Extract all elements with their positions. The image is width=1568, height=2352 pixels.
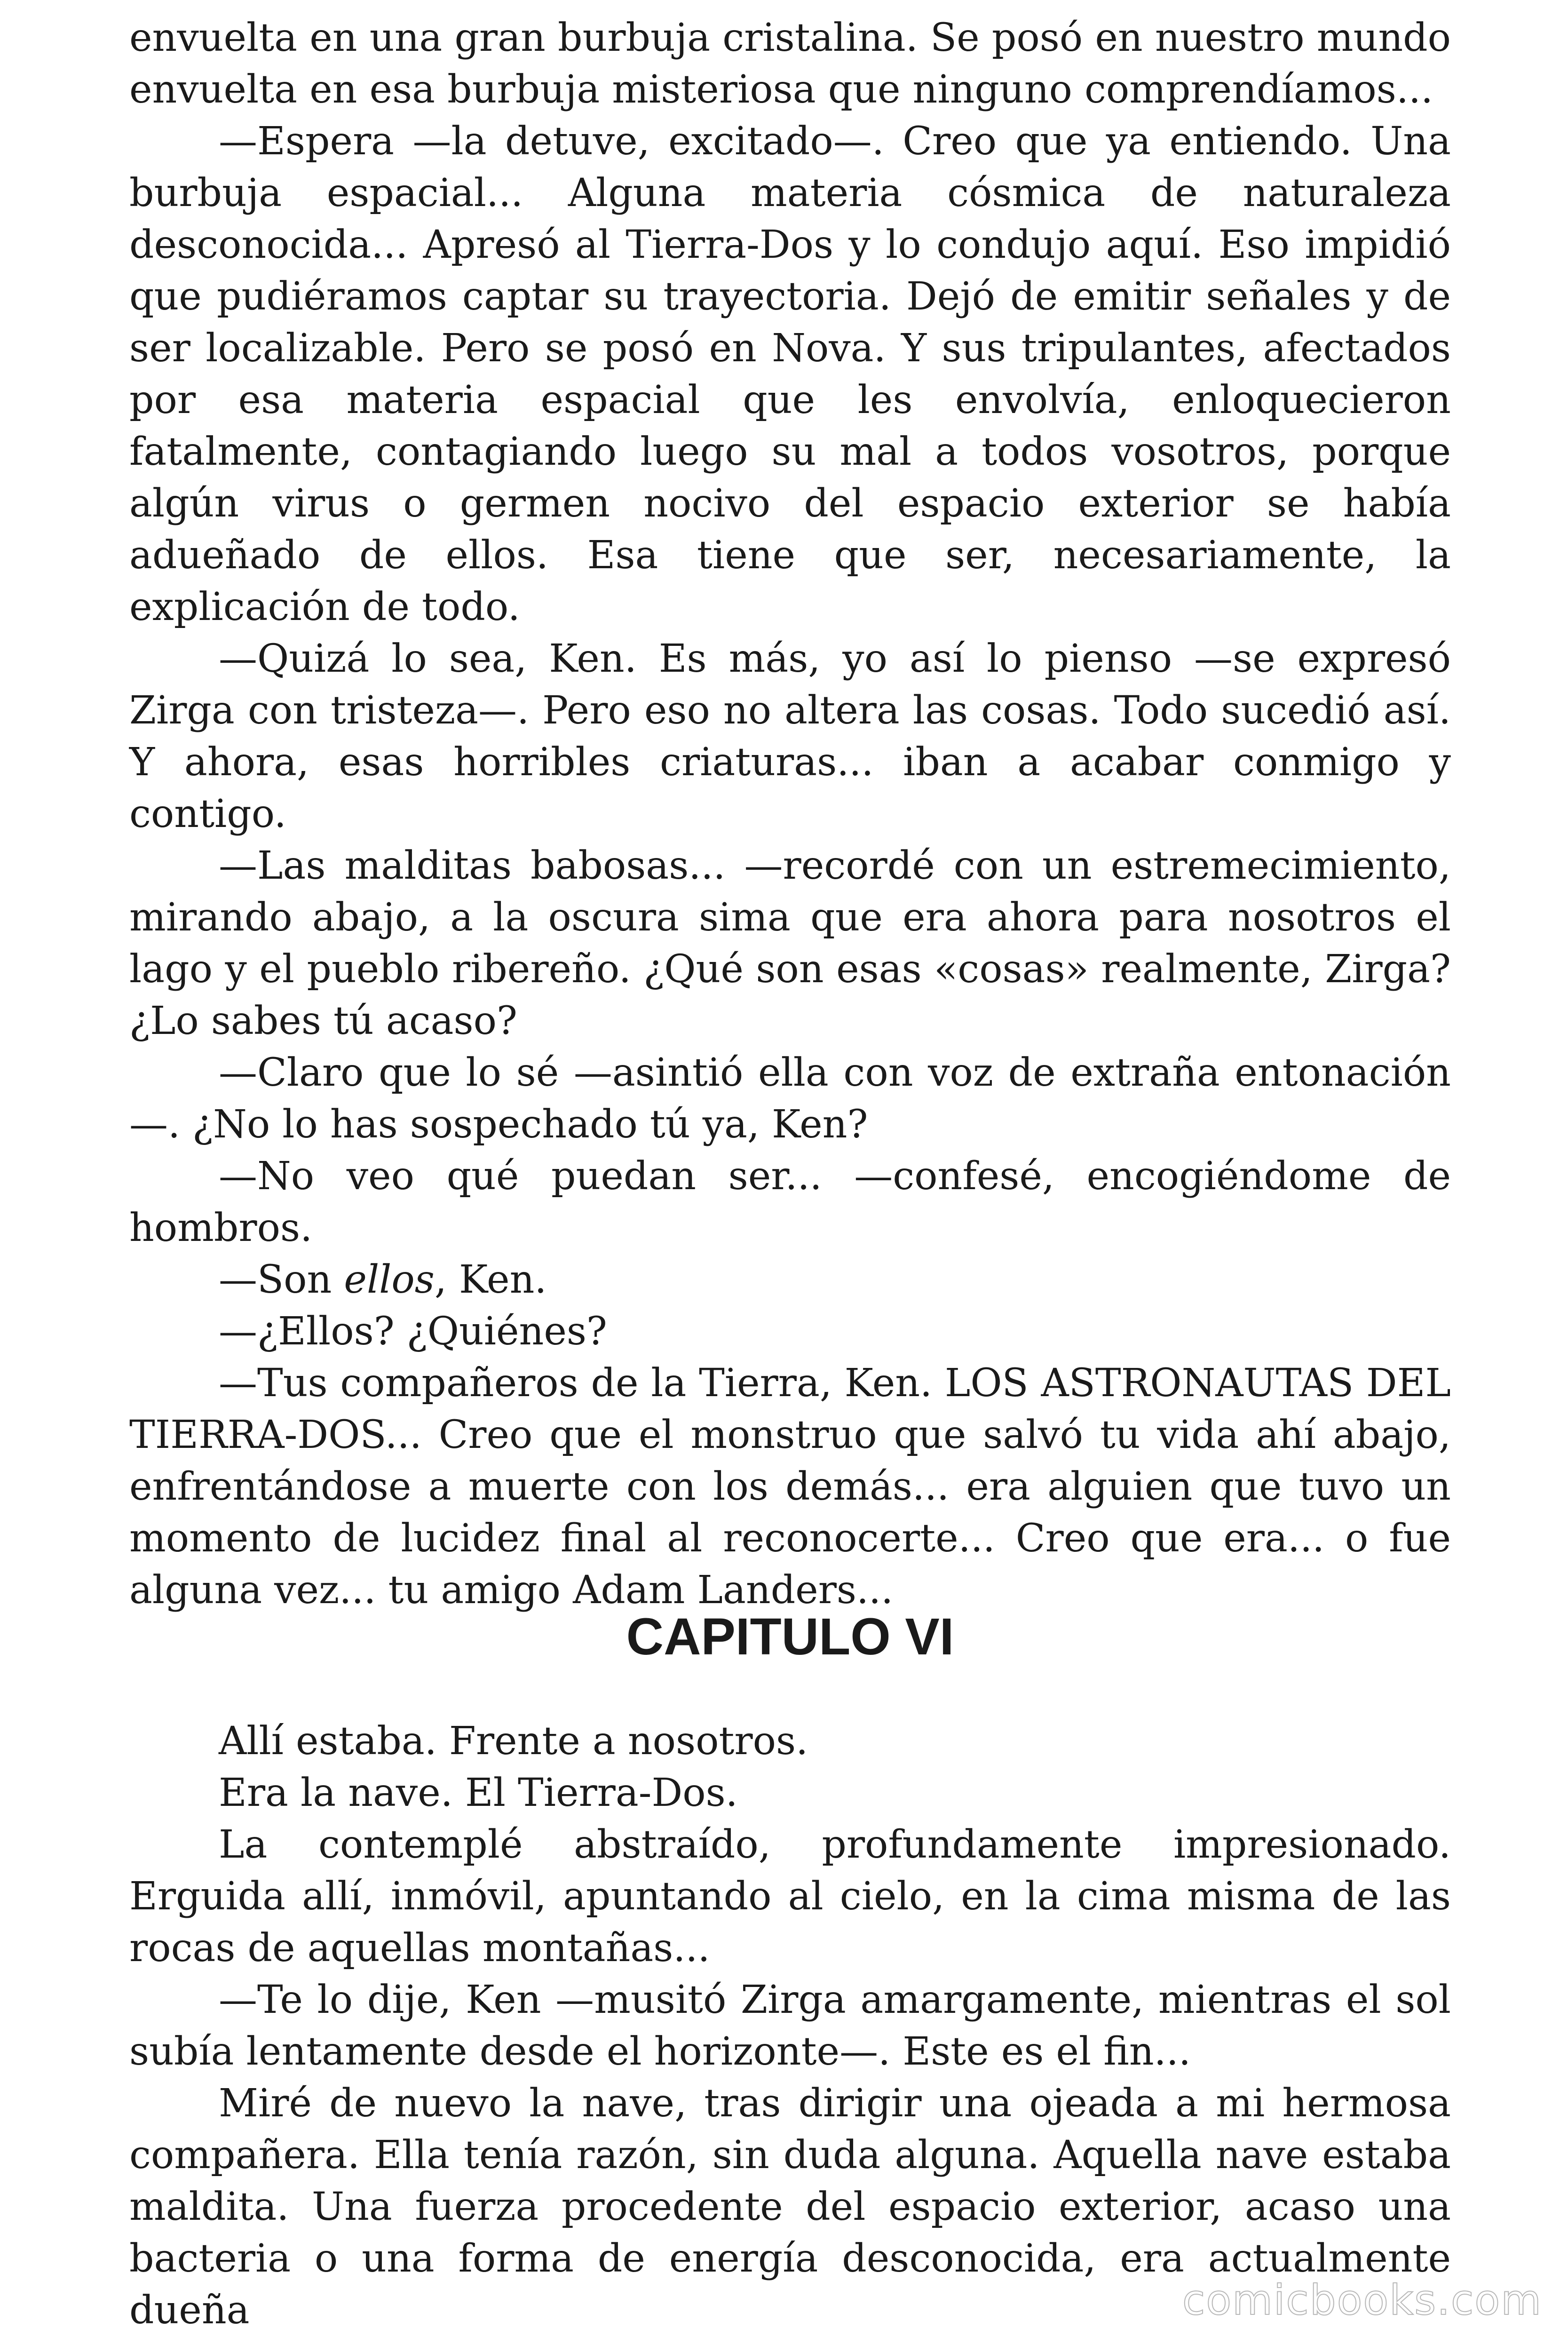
paragraph: Miré de nuevo la nave, tras dirigir una ojeada a mi hermosa compañera. Ella tenía razón, sin duda alguna. Aquella nave estaba maldita. Una fuerza procedente del espacio exterior, acaso una bacteria o una forma de energía desconocida, era actualmente dueña [129,2081,1451,2333]
paragraph: La contemplé abstraído, profundamente impresionado. Erguida allí, inmóvil, apuntando al cielo, en la cima misma de las rocas de aquellas montañas... [129,1822,1451,1971]
paragraph-text: —Son [219,1257,344,1302]
paragraph: Era la nave. El Tierra-Dos. [219,1771,738,1815]
paragraph-text: , Ken. [434,1257,547,1302]
text-block-after-chapter [129,1716,1451,2336]
chapter-heading: CAPITULO VI [626,1608,954,1666]
paragraph: —Claro que lo sé —asintió ella con voz de extraña entonación —. ¿No lo has sospechado tú ya, Ken? [129,1050,1451,1147]
paragraph: —Quizá lo sea, Ken. Es más, yo así lo pienso —se expresó Zirga con tristeza—. Pero eso no altera las cosas. Todo sucedió así. Y ahora, esas horribles criaturas... iban a acabar conmigo y contigo. [129,636,1451,836]
paragraph: —No veo qué puedan ser... —confesé, encogiéndome de hombros. [129,1154,1451,1250]
paragraph: —Espera —la detuve, excitado—. Creo que ya entiendo. Una burbuja espacial... Alguna materia cósmica de naturaleza desconocida... Apresó al Tierra-Dos y lo condujo aquí. Eso impidió que pudiéramos captar su trayectoria. Dejó de emitir señales y de ser localizable. Pero se posó en Nova. Y sus tripulantes, afectados por esa materia espacial que les envolvía, enloquecieron fatalmente, contagiando luego su mal a todos vosotros, porque algún virus o germen nocivo del espacio exterior se había adueñado de ellos. Esa tiene que ser, necesariamente, la explicación de todo. [129,119,1451,629]
paragraph: envuelta en una gran burbuja cristalina. Se posó en nuestro mundo envuelta en esa burbuja misteriosa que ninguno comprendíamos... [129,16,1451,112]
paragraph: —Te lo dije, Ken —musitó Zirga amargamente, mientras el sol subía lentamente desde el horizonte—. Este es el fin... [129,1978,1451,2074]
emphasis-text: ellos [344,1257,435,1302]
watermark: comicbooks.com [1182,2276,1542,2324]
paragraph: —Las malditas babosas... —recordé con un estremecimiento, mirando abajo, a la oscura sima que era ahora para nosotros el lago y el pueblo ribereño. ¿Qué son esas «cosas» realmente, Zirga? ¿Lo sabes tú acaso? [129,843,1451,1043]
paragraph: —Tus compañeros de la Tierra, Ken. LOS ASTRONAUTAS DEL TIERRA-DOS... Creo que el monstruo que salvó tu vida ahí abajo, enfrentándose a muerte con los demás... era alguien que tuvo un momento de lucidez final al reconocerte... Creo que era... o fue alguna vez... tu amigo Adam Landers... [129,1361,1451,1613]
text-block-before-chapter [129,12,1451,1616]
book-page [129,0,1451,2352]
paragraph: Allí estaba. Frente a nosotros. [219,1719,808,1764]
paragraph [129,1254,1451,1306]
paragraph: —¿Ellos? ¿Quiénes? [219,1309,607,1354]
